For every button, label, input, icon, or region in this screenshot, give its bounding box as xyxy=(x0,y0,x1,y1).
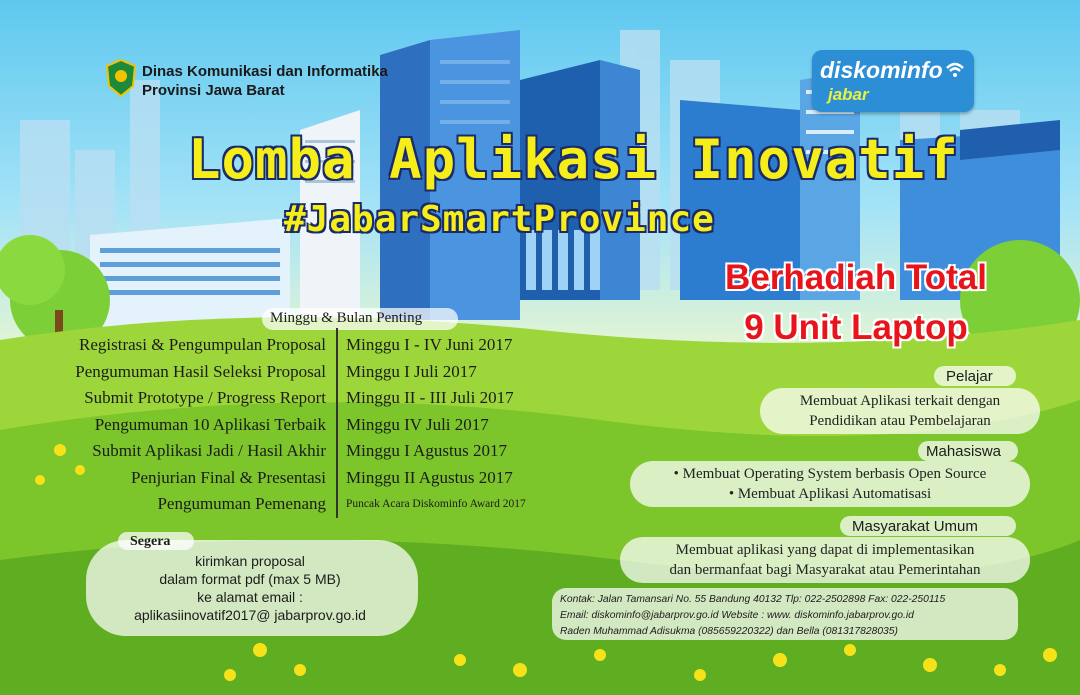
schedule-date: Puncak Acara Diskominfo Award 2017 xyxy=(346,498,526,510)
pelajar-desc-line-1: Membuat Aplikasi terkait dengan xyxy=(799,393,1001,409)
submission-instructions xyxy=(100,552,400,624)
schedule-dates xyxy=(346,332,586,518)
contact-line-2: Email: diskominfo@jabarprov.go.id Website : www. diskominfo.jabarprov.go.id xyxy=(560,610,914,621)
masyarakat-desc-line-1: Membuat aplikasi yang dapat di implementasikan xyxy=(675,542,975,558)
submission-line-1: kirimkan proposal xyxy=(195,553,305,569)
schedule-date: Minggu IV Juli 2017 xyxy=(346,414,489,434)
schedule-event: Pengumuman Pemenang xyxy=(157,494,326,513)
pelajar-description xyxy=(760,391,1040,431)
mahasiswa-desc-line-2: • Membuat Aplikasi Automatisasi xyxy=(728,486,932,502)
schedule-heading: Minggu & Bulan Penting xyxy=(270,310,423,326)
brand-top-text: diskominfo xyxy=(820,57,943,83)
category-masyarakat: Masyarakat Umum xyxy=(852,518,978,535)
schedule-date: Minggu II Agustus 2017 xyxy=(346,467,513,487)
schedule-date: Minggu II - III Juli 2017 xyxy=(346,388,514,407)
wifi-icon xyxy=(944,58,966,80)
prize-line-2: 9 Unit Laptop xyxy=(744,308,968,347)
schedule-date: Minggu I Agustus 2017 xyxy=(346,441,508,460)
schedule-event: Submit Prototype / Progress Report xyxy=(84,388,326,407)
submission-line-2: dalam format pdf (max 5 MB) xyxy=(159,571,341,587)
submission-line-3: ke alamat email : xyxy=(197,589,303,605)
contact-info xyxy=(560,592,1010,640)
prize-line-1: Berhadiah Total xyxy=(725,258,987,297)
schedule-date: Minggu I Juli 2017 xyxy=(346,361,477,381)
masyarakat-desc-line-2: dan bermanfaat bagi Masyarakat atau Pemerintahan xyxy=(669,562,981,578)
category-mahasiswa: Mahasiswa xyxy=(926,443,1002,460)
poster-title: Lomba Aplikasi Inovatif xyxy=(188,128,959,191)
submission-email: aplikasiinovatif2017@ jabarprov.go.id xyxy=(134,607,366,623)
mahasiswa-desc-line-1: • Membuat Operating System berbasis Open Source xyxy=(673,466,987,482)
schedule-divider xyxy=(336,328,338,518)
contact-line-1: Kontak: Jalan Tamansari No. 55 Bandung 40132 Tlp: 022-2502898 Fax: 022-250115 xyxy=(560,594,946,605)
masyarakat-description xyxy=(620,540,1030,580)
category-pelajar: Pelajar xyxy=(946,368,993,385)
org-line-1: Dinas Komunikasi dan Informatika xyxy=(142,63,388,80)
schedule-event: Submit Aplikasi Jadi / Hasil Akhir xyxy=(92,441,326,460)
schedule-event: Pengumuman 10 Aplikasi Terbaik xyxy=(94,414,326,434)
submission-heading: Segera xyxy=(130,534,171,549)
org-line-2: Provinsi Jawa Barat xyxy=(142,82,285,99)
schedule-date: Minggu I - IV Juni 2017 xyxy=(346,335,513,354)
west-java-emblem-icon xyxy=(104,58,138,98)
contact-line-3: Raden Muhammad Adisukma (085659220322) dan Bella (081317828035) xyxy=(560,626,898,637)
schedule-events xyxy=(20,332,326,518)
pelajar-desc-line-2: Pendidikan atau Pembelajaran xyxy=(809,413,991,429)
schedule-event: Penjurian Final & Presentasi xyxy=(130,467,326,487)
poster-hashtag: #JabarSmartProvince xyxy=(284,199,715,240)
brand-bottom-text: jabar xyxy=(828,85,869,104)
mahasiswa-description xyxy=(630,464,1030,504)
organization-name xyxy=(142,62,388,100)
schedule-event: Pengumuman Hasil Seleksi Proposal xyxy=(75,361,326,381)
schedule-event: Registrasi & Pengumpulan Proposal xyxy=(79,335,326,354)
